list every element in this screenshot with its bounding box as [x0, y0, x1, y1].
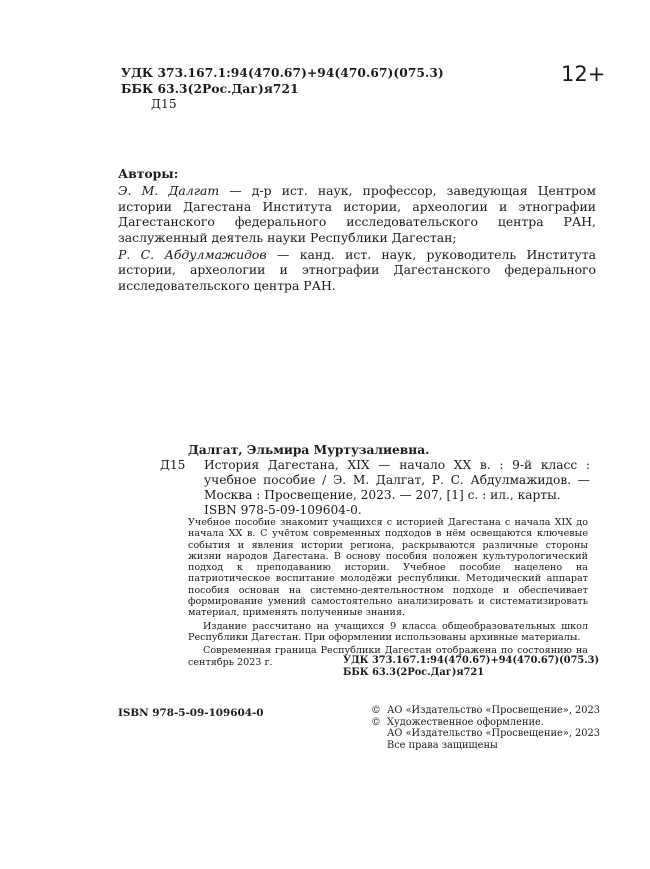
- udk-code: УДК 373.167.1:94(470.67)+94(470.67)(075.3): [121, 66, 444, 80]
- copyright-text: АО «Издательство «Просвещение», 2023: [387, 705, 600, 716]
- annotation-block: [188, 517, 588, 668]
- copyright-line: [371, 740, 600, 752]
- copyright-text: АО «Издательство «Просвещение», 2023: [387, 728, 600, 740]
- rights-reserved: Все права защищены: [387, 739, 498, 751]
- bibliographic-record: [160, 443, 590, 518]
- annotation-paragraph: Учебное пособие знакомит учащихся с историей Дагестана с начала XIX до начала XX в. С учётом современных подходов в нём освещаются ключевые события и явления истории региона, раскрываются различные стороны жизни народов Дагестана. В основу пособия положен культурологический подход к преподаванию истории. Учебное пособие нацелено на патриотическое воспитание молодёжи республики. Методический аппарат пособия основан на системно-деятельностном подходе и обеспечивает формирование умений самостоятельно анализировать и систематизировать материал, применять полученные знания.: [188, 517, 588, 619]
- author-name: Э. М. Далгат: [118, 183, 220, 199]
- author-name: Р. С. Абдулмажидов: [118, 247, 267, 263]
- authors-block: [118, 166, 596, 295]
- author-entry: [118, 247, 596, 293]
- record-author-heading: Далгат, Эльмира Муртузалиевна.: [188, 443, 430, 457]
- record-description: История Дагестана, XIX — начало XX в. : 9-й класс : учебное пособие / Э. М. Далгат, Р. С. Абдулмажидов. — Москва : Просвещение, 2023. — 207, [1] с. : ил., карты.: [204, 458, 590, 502]
- copyright-symbol: ©: [371, 705, 381, 716]
- annotation-paragraph: Современная граница Республики Дагестан отображена по состоянию на сентябрь 2023 г.: [188, 645, 588, 668]
- bbk-code: ББК 63.3(2Рос.Даг)я721: [121, 81, 299, 96]
- footer-bbk: ББК 63.3(2Рос.Даг)я721: [343, 666, 485, 678]
- author-description: — д-р ист. наук, профессор, заведующая Центром истории Дагестана Института истории, археологии и этнографии Дагестанского федерального исследовательского центра РАН, заслуженный деятель науки Республики Дагестан;: [118, 183, 597, 245]
- footer-classification: [343, 655, 599, 678]
- authors-title: Авторы:: [118, 166, 179, 181]
- record-isbn: ISBN 978-5-09-109604-0.: [204, 503, 362, 517]
- copyright-line: [371, 705, 600, 717]
- copyright-line: [371, 728, 600, 740]
- annotation-paragraph: Издание рассчитано на учащихся 9 класса общеобразовательных школ Республики Дагестан. При оформлении использованы архивные материалы.: [188, 620, 588, 643]
- author-entry: [118, 183, 596, 245]
- classification-header: [121, 66, 444, 113]
- copyright-text: Художественное оформление.: [387, 716, 544, 728]
- copyright-block: [371, 705, 600, 751]
- record-code: Д15: [160, 458, 186, 472]
- footer-udk: УДК 373.167.1:94(470.67)+94(470.67)(075.3): [343, 655, 600, 666]
- record-row: [160, 458, 590, 503]
- author-mark: Д15: [151, 97, 177, 111]
- author-description: — канд. ист. наук, руководитель Института истории, археологии и этнографии Дагестанского федерального исследовательского центра РАН.: [118, 247, 596, 293]
- age-rating: 12+: [561, 62, 606, 86]
- copyright-symbol: ©: [371, 716, 381, 728]
- copyright-line: [371, 717, 600, 729]
- footer-isbn: ISBN 978-5-09-109604-0: [118, 707, 264, 719]
